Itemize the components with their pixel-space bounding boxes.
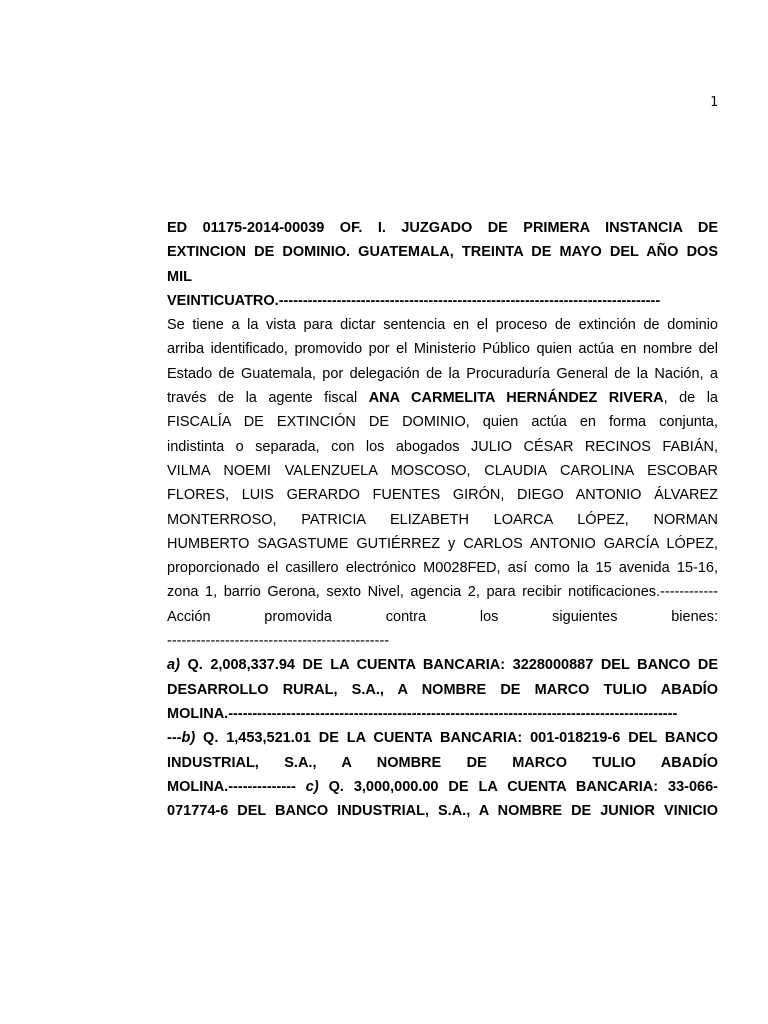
text-run: ---------------------------------------------- <box>167 633 390 650</box>
text-line <box>167 483 718 507</box>
text-line <box>167 337 718 361</box>
text-run: Q. 2,008,337.94 DE LA CUENTA BANCARIA: 3228000887 DEL BANCO DE <box>179 657 718 674</box>
text-line <box>167 313 718 337</box>
text-run: Estado de Guatemala, por delegación de la Procuraduría General de la Nación, a <box>167 365 718 382</box>
text-line <box>167 580 718 604</box>
text-run: ED 01175-2014-00039 OF. I. JUZGADO DE PRIMERA INSTANCIA DE <box>167 220 718 236</box>
text-run: FLORES, LUIS GERARDO FUENTES GIRÓN, DIEGO ANTONIO ÁLVAREZ <box>167 487 718 504</box>
text-run: Q. 3,000,000.00 DE LA CUENTA BANCARIA: 33-066- <box>318 778 718 795</box>
text-run: a) <box>167 657 180 674</box>
text-line <box>167 775 718 799</box>
text-run: --- <box>167 730 182 747</box>
text-line <box>167 556 718 580</box>
text-line <box>167 265 718 289</box>
text-run: Q. 1,453,521.01 DE LA CUENTA BANCARIA: 001-018219-6 DEL BANCO <box>195 730 718 747</box>
text-line <box>167 532 718 556</box>
text-line <box>167 435 718 459</box>
text-run: proporcionado el casillero electrónico M0028FED, así como la 15 avenida 15-16, <box>167 560 718 577</box>
document-body <box>167 216 718 823</box>
text-run: VILMA NOEMI VALENZUELA MOSCOSO, CLAUDIA CAROLINA ESCOBAR <box>167 462 718 479</box>
text-run: EXTINCION DE DOMINIO. GUATEMALA, TREINTA DE MAYO DEL AÑO DOS <box>167 244 718 261</box>
text-run: zona 1, barrio Gerona, sexto Nivel, agencia 2, para recibir notificaciones.------------ <box>167 584 718 601</box>
text-line <box>167 386 718 410</box>
text-line <box>167 726 718 750</box>
text-line <box>167 410 718 434</box>
text-run: MOLINA.-------------- <box>167 778 306 795</box>
text-run: través de la agente fiscal <box>167 390 369 407</box>
text-line <box>167 289 718 313</box>
text-run: MOLINA.--------------------------------------------------------------------------------------------- <box>167 705 678 722</box>
text-run: c) <box>305 778 319 795</box>
text-run: HUMBERTO SAGASTUME GUTIÉRREZ y CARLOS ANTONIO GARCÍA LÓPEZ, <box>167 535 718 552</box>
text-run: Se tiene a la vista para dictar sentencia en el proceso de extinción de dominio <box>167 317 718 334</box>
text-line <box>167 362 718 386</box>
text-run: 071774-6 DEL BANCO INDUSTRIAL, S.A., A NOMBRE DE JUNIOR VINICIO <box>167 803 718 820</box>
text-run: arriba identificado, promovido por el Ministerio Público quien actúa en nombre del <box>167 341 718 358</box>
text-line <box>167 702 718 726</box>
text-run: VEINTICUATRO.------------------------------------------------------------------------------- <box>167 292 661 309</box>
text-line <box>167 751 718 775</box>
text-run: INDUSTRIAL, S.A., A NOMBRE DE MARCO TULIO ABADÍO <box>167 754 718 771</box>
text-line <box>167 605 718 629</box>
text-run: b) <box>181 730 196 747</box>
text-run: MONTERROSO, PATRICIA ELIZABETH LOARCA LÓPEZ, NORMAN <box>167 511 718 528</box>
text-line <box>167 678 718 702</box>
page-number: 1 <box>710 95 718 110</box>
text-line <box>167 629 718 653</box>
text-run: Acción promovida contra los siguientes bienes: <box>167 608 718 625</box>
text-line <box>167 508 718 532</box>
text-line <box>167 216 718 240</box>
text-run: MIL <box>167 268 192 285</box>
text-line <box>167 459 718 483</box>
text-run: , de la <box>663 390 718 407</box>
text-run: DESARROLLO RURAL, S.A., A NOMBRE DE MARCO TULIO ABADÍO <box>167 681 718 698</box>
text-line <box>167 240 718 264</box>
text-line <box>167 653 718 677</box>
text-run: FISCALÍA DE EXTINCIÓN DE DOMINIO, quien actúa en forma conjunta, <box>167 414 718 431</box>
text-run: indistinta o separada, con los abogados JULIO CÉSAR RECINOS FABIÁN, <box>167 438 718 455</box>
text-run: ANA CARMELITA HERNÁNDEZ RIVERA <box>368 390 664 407</box>
text-line <box>167 799 718 823</box>
